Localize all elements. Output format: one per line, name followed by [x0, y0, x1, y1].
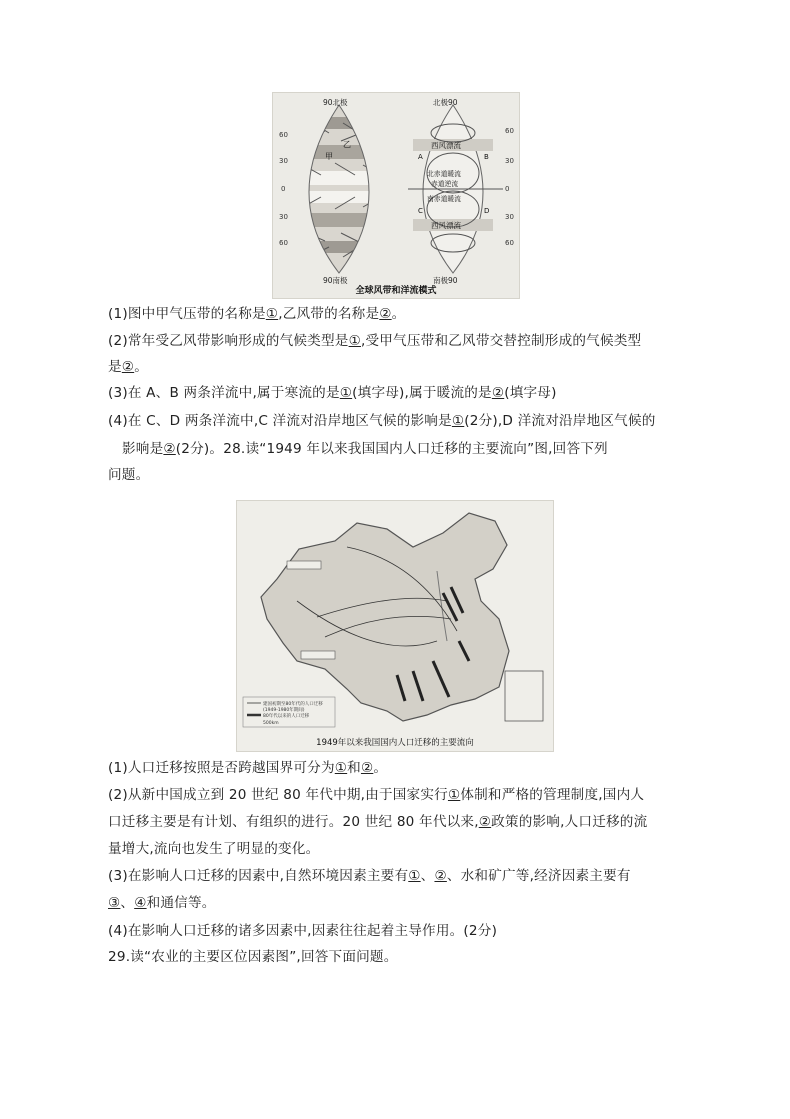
svg-text:0: 0 — [505, 185, 510, 193]
svg-text:C: C — [418, 207, 423, 215]
q27-line-6: 影响是②(2分)。28.读“1949 年以来我国国内人口迁移的主要流向”图,回答下列 — [122, 441, 608, 457]
svg-text:60: 60 — [505, 127, 514, 135]
answer-blank: ① — [334, 760, 348, 776]
svg-text:B: B — [484, 153, 489, 161]
svg-text:90北极: 90北极 — [323, 98, 348, 107]
answer-blank: ① — [451, 413, 465, 429]
migration-map-figure — [236, 500, 554, 752]
answer-blank: ② — [434, 868, 447, 884]
answer-blank: ① — [408, 868, 421, 884]
answer-blank: ② — [491, 385, 505, 401]
svg-text:60: 60 — [279, 131, 288, 139]
figure2-caption: 1949年以来我国国内人口迁移的主要流向 — [316, 738, 474, 748]
wind-current-diagram — [273, 93, 519, 298]
answer-blank: ① — [265, 306, 279, 322]
answer-blank: ② — [360, 760, 374, 776]
wind-current-figure — [272, 92, 520, 299]
q28-line-5: (3)在影响人口迁移的因素中,自然环境因素主要有①、②、水和矿广等,经济因素主要有 — [108, 868, 631, 884]
svg-text:西风漂流: 西风漂流 — [431, 221, 461, 230]
svg-text:D: D — [484, 207, 490, 215]
answer-blank: ① — [339, 385, 353, 401]
q27-line-3: 是②。 — [108, 359, 148, 375]
svg-text:30: 30 — [505, 213, 514, 221]
svg-text:甲: 甲 — [325, 152, 333, 161]
q28-line-7: (4)在影响人口迁移的诸多因素中,因素往往起着主导作用。(2分) — [108, 923, 498, 939]
svg-text:30: 30 — [279, 157, 288, 165]
svg-text:赤道逆流: 赤道逆流 — [431, 180, 459, 188]
answer-blank: ② — [163, 441, 176, 457]
q27-line-1: (1)图中甲气压带的名称是①,乙风带的名称是②。 — [108, 306, 406, 322]
q27-line-7: 问题。 — [108, 467, 150, 483]
svg-text:西风漂流: 西风漂流 — [431, 141, 461, 150]
svg-text:北赤道暖流: 北赤道暖流 — [427, 170, 461, 178]
migration-map — [237, 501, 553, 751]
q28-line-6: ③、④和通信等。 — [108, 895, 216, 911]
q29-line-1: 29.读“农业的主要区位因素图”,回答下面问题。 — [108, 949, 398, 965]
q28-line-1: (1)人口迁移按照是否跨越国界可分为①和②。 — [108, 760, 388, 776]
q27-line-4: (3)在 A、B 两条洋流中,属于寒流的是①(填字母),属于暖流的是②(填字母) — [108, 385, 557, 401]
svg-text:80年代以来的人口迁移: 80年代以来的人口迁移 — [263, 714, 310, 719]
svg-text:(1949-1980年期间): (1949-1980年期间) — [263, 708, 305, 713]
svg-text:0: 0 — [281, 185, 286, 193]
answer-blank: ① — [447, 787, 461, 803]
svg-text:建国初期至80年代的人口迁移: 建国初期至80年代的人口迁移 — [263, 702, 323, 707]
q27-line-5: (4)在 C、D 两条洋流中,C 洋流对沿岸地区气候的影响是①(2分),D 洋流对沿岸地区气候的 — [108, 413, 656, 429]
answer-blank: ② — [121, 359, 135, 375]
svg-text:乙: 乙 — [343, 140, 351, 149]
svg-text:60: 60 — [279, 239, 288, 247]
svg-text:30: 30 — [505, 157, 514, 165]
answer-blank: ② — [478, 814, 492, 830]
q28-line-4: 量增大,流向也发生了明显的变化。 — [108, 841, 320, 857]
svg-text:南极90: 南极90 — [433, 276, 458, 285]
q28-line-3: 口迁移主要是有计划、有组织的进行。20 世纪 80 年代以来,②政策的影响,人口迁移的流 — [108, 814, 648, 830]
svg-text:500km: 500km — [263, 721, 279, 726]
svg-text:A: A — [418, 153, 423, 161]
svg-text:南赤道暖流: 南赤道暖流 — [427, 195, 461, 203]
svg-text:30: 30 — [279, 213, 288, 221]
answer-blank: ① — [348, 333, 361, 349]
q28-line-2: (2)从新中国成立到 20 世纪 80 年代中期,由于国家实行①体制和严格的管理制度,国内人 — [108, 787, 645, 803]
answer-blank: ③ — [108, 895, 121, 911]
svg-text:90南极: 90南极 — [323, 276, 348, 285]
figure1-caption: 全球风带和洋流模式 — [355, 286, 437, 296]
svg-text:北极90: 北极90 — [433, 98, 458, 107]
answer-blank: ④ — [134, 895, 147, 911]
q27-line-2: (2)常年受乙风带影响形成的气候类型是①,受甲气压带和乙风带交替控制形成的气候类型 — [108, 333, 642, 349]
svg-text:60: 60 — [505, 239, 514, 247]
answer-blank: ② — [379, 306, 392, 322]
